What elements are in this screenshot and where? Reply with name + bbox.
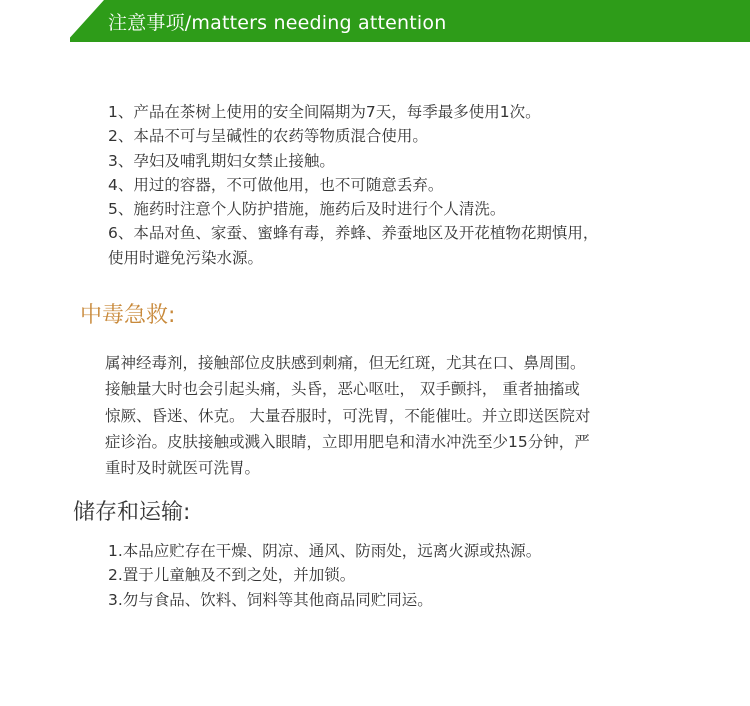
precaution-item: 4、用过的容器，不可做他用，也不可随意丢弃。 (108, 175, 444, 194)
precaution-item: 5、施药时注意个人防护措施，施药后及时进行个人清洗。 (108, 200, 506, 219)
storage-item: 2.置于儿童触及不到之处，并加锁。 (108, 566, 356, 585)
first-aid-paragraph (105, 350, 705, 481)
storage-item: 3.勿与食品、饮料、饲料等其他商品同贮同运。 (108, 590, 433, 609)
storage-list (108, 539, 541, 612)
precaution-item: 1、产品在茶树上使用的安全间隔期为7天，每季最多使用1次。 (108, 103, 541, 121)
storage-item: 1.本品应贮存在干燥、阴凉、通风、防雨处，远离火源或热源。 (108, 542, 542, 560)
precaution-item: 2、本品不可与呈碱性的农药等物质混合使用。 (108, 127, 428, 146)
first-aid-line: 属神经毒剂，接触部位皮肤感到刺痛，但无红斑，尤其在口、鼻周围。 (105, 354, 586, 372)
header-left-cutout (0, 0, 70, 42)
storage-title: 储存和运输: (73, 500, 191, 525)
first-aid-line: 接触量大时也会引起头痛，头昏，恶心呕吐， 双手颤抖， 重者抽搐或 (105, 380, 580, 399)
first-aid-title: 中毒急救: (80, 303, 176, 328)
precaution-item: 3、孕妇及哺乳期妇女禁止接触。 (108, 151, 335, 170)
first-aid-line: 惊厥、昏迷、休克。 大量吞服时，可洗胃，不能催吐。并立即送医院对 (105, 406, 591, 425)
header-title: 注意事项/matters needing attention (108, 12, 447, 34)
precaution-item-continued: 使用时避免污染水源。 (108, 248, 264, 267)
precaution-item: 6、本品对鱼、家蚕、蜜蜂有毒，养蜂、养蚕地区及开花植物花期慎用， (108, 224, 599, 243)
first-aid-line: 症诊治。皮肤接触或溅入眼睛，立即用肥皂和清水冲洗至少15分钟，严 (105, 432, 590, 451)
first-aid-line: 重时及时就医可洗胃。 (105, 459, 261, 478)
precautions-list (108, 100, 598, 270)
